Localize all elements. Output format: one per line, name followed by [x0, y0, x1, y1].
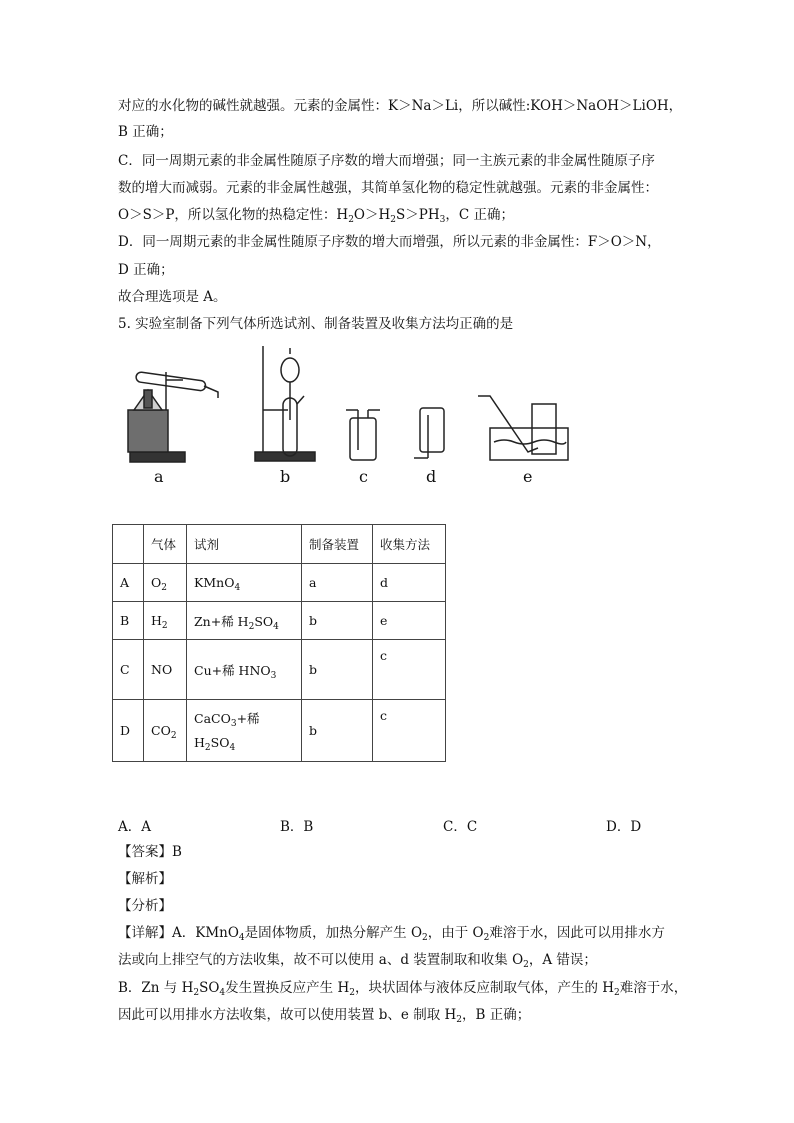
- choice-d: D．D: [606, 819, 642, 835]
- apparatus-d: [414, 408, 444, 458]
- label-c: c: [359, 467, 368, 486]
- text-line-8: 故合理选项是 A。: [118, 289, 227, 305]
- text-line-6: D．同一周期元素的非金属性随原子序数的增大而增强，所以元素的非金属性：F＞O＞N，: [118, 234, 661, 250]
- question-5: 5. 实验室制备下列气体所选试剂、制备装置及收集方法均正确的是: [118, 316, 514, 332]
- detail-line-3: B．Zn 与 $H_2SO_4$发生置换反应产生 $H_2$，块状固体与液体反应制取气体，产生的 $H_2$难溶于水，: [118, 980, 688, 998]
- text-line-5: O＞S＞P，所以氢化物的热稳定性：$H_2O>H_2S>PH_3$，C 正确；: [118, 207, 514, 225]
- header-cell: 收集方法: [373, 525, 446, 564]
- table-row: D $CO_2$ CaCO$_3$+稀 $H_2SO_4$ b c: [113, 700, 446, 762]
- apparatus-e: [478, 396, 568, 460]
- header-cell: 试剂: [187, 525, 302, 564]
- table-row: B $H_2$ Zn+稀 $H_2SO_4$ b e: [113, 602, 446, 640]
- analysis-label: 【解析】: [118, 871, 172, 887]
- label-e: e: [523, 467, 533, 486]
- choice-c: C．C: [443, 819, 478, 835]
- table-header-row: [113, 525, 446, 564]
- apparatus-b: [255, 346, 315, 461]
- text-line-2: B 正确；: [118, 124, 173, 140]
- header-cell: [113, 525, 144, 564]
- label-b: b: [280, 467, 291, 486]
- table-row: A $O_2$ KMnO$_4$ a d: [113, 564, 446, 602]
- header-cell: 气体: [144, 525, 187, 564]
- table-row: C NO Cu+稀 $HNO_3$ b c: [113, 640, 446, 700]
- answer-line: 【答案】B: [118, 844, 182, 860]
- detail-line-2: 法或向上排空气的方法收集，故不可以使用 a、d 装置制取和收集 $O_2$，A 错误；: [118, 952, 597, 970]
- text-line-1: 对应的水化物的碱性就越强。元素的金属性：K＞Na＞Li，所以碱性:KOH＞NaOH＞LiOH，: [118, 98, 683, 114]
- choice-a: A．A: [118, 819, 151, 835]
- apparatus-figure: [118, 340, 588, 490]
- text-line-4: 数的增大而减弱。元素的非金属性越强，其简单氢化物的稳定性就越强。元素的非金属性：: [118, 180, 658, 196]
- choice-b: B．B: [280, 819, 314, 835]
- label-a: a: [154, 467, 164, 486]
- label-d: d: [426, 467, 437, 486]
- fenxi-label: 【分析】: [118, 898, 172, 914]
- apparatus-c: [346, 410, 380, 460]
- apparatus-a: [128, 372, 218, 462]
- header-cell: 制备装置: [302, 525, 373, 564]
- text-line-7: D 正确；: [118, 262, 174, 278]
- detail-line-4: 因此可以用排水方法收集，故可以使用装置 b、e 制取 $H_2$，B 正确；: [118, 1007, 531, 1025]
- text-line-3: C．同一周期元素的非金属性随原子序数的增大而增强；同一主族元素的非金属性随原子序: [118, 153, 655, 169]
- option-table: [112, 524, 446, 762]
- detail-line-1: 【详解】A．KMnO$_4$是固体物质，加热分解产生 $O_2$，由于 $O_2$难溶于水，因此可以用排水方: [118, 925, 665, 943]
